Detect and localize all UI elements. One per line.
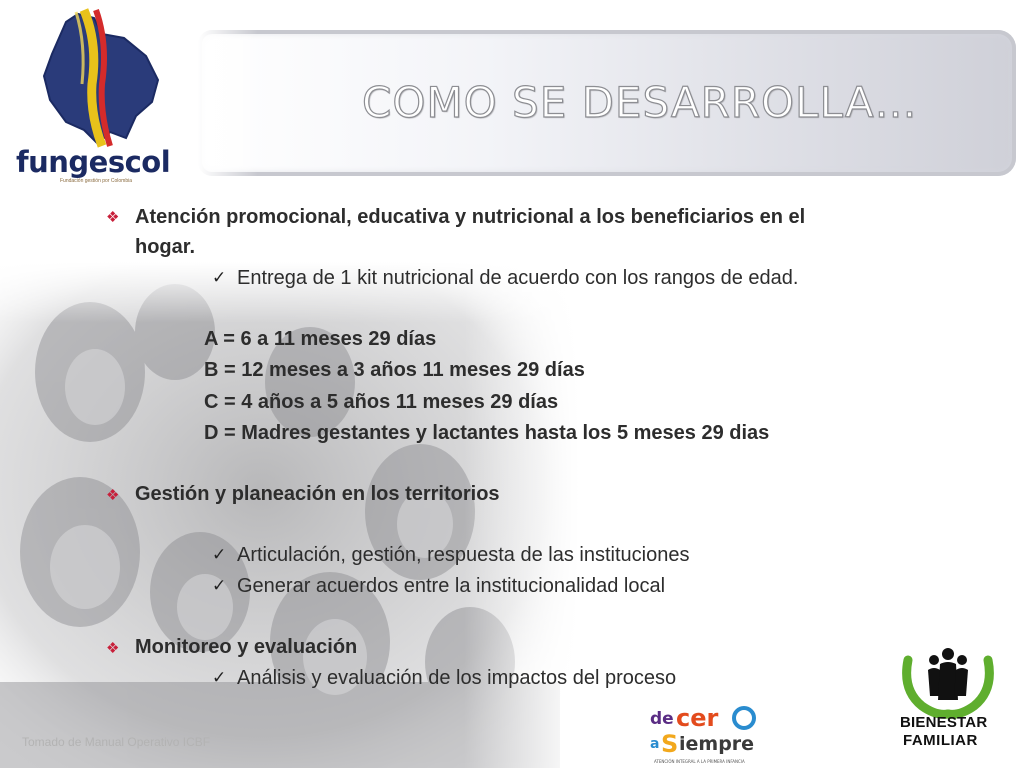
bienestar-familiar-logo (898, 640, 998, 752)
section-heading-2: Gestión y planeación en los territorios (135, 483, 500, 505)
checkmark-icon: ✓ (212, 268, 227, 287)
list-item: Generar acuerdos entre la institucionalidad local (237, 575, 666, 597)
svg-text:a: a (650, 736, 660, 752)
fungescol-logo-tagline: Fundación gestión por Colombia (60, 178, 132, 184)
page-title: COMO SE DESARROLLA… (362, 78, 918, 127)
section-heading-1-cont: hogar. (135, 236, 196, 258)
bienestar-logo-line2: FAMILIAR (903, 732, 978, 749)
svg-text:ATENCIÓN INTEGRAL A LA PRIMERA: ATENCIÓN INTEGRAL A LA PRIMERA INFANCIA (654, 759, 745, 764)
range-b: B = 12 meses a 3 años 11 meses 29 días (204, 359, 585, 381)
diamond-bullet-icon: ❖ (106, 209, 120, 226)
list-item: Entrega de 1 kit nutricional de acuerdo con los rangos de edad. (237, 267, 799, 289)
bienestar-logo-line1: BIENESTAR (900, 714, 988, 731)
range-c: C = 4 años a 5 años 11 meses 29 días (204, 391, 559, 413)
list-item: Articulación, gestión, respuesta de las instituciones (237, 544, 690, 566)
section-heading-1: Atención promocional, educativa y nutricional a los beneficiarios en el (135, 206, 806, 228)
diamond-bullet-icon: ❖ (106, 487, 120, 504)
checkmark-icon: ✓ (212, 545, 227, 564)
checkmark-icon: ✓ (212, 576, 227, 595)
svg-text:iempre: iempre (679, 733, 755, 755)
checkmark-icon: ✓ (212, 668, 227, 687)
fungescol-logo-text: fungescol (16, 145, 171, 179)
source-note: Tomado de Manual Operativo ICBF (22, 735, 211, 749)
svg-text:S: S (661, 730, 679, 758)
svg-text:cer: cer (676, 704, 719, 732)
section-heading-3: Monitoreo y evaluación (135, 636, 358, 658)
svg-text:de: de (650, 709, 674, 729)
range-a: A = 6 a 11 meses 29 días (204, 328, 437, 350)
list-item: Análisis y evaluación de los impactos del proceso (237, 667, 677, 689)
diamond-bullet-icon: ❖ (106, 640, 120, 657)
range-d: D = Madres gestantes y lactantes hasta los 5 meses 29 dias (204, 422, 770, 444)
de-cero-a-siempre-logo (646, 700, 770, 768)
